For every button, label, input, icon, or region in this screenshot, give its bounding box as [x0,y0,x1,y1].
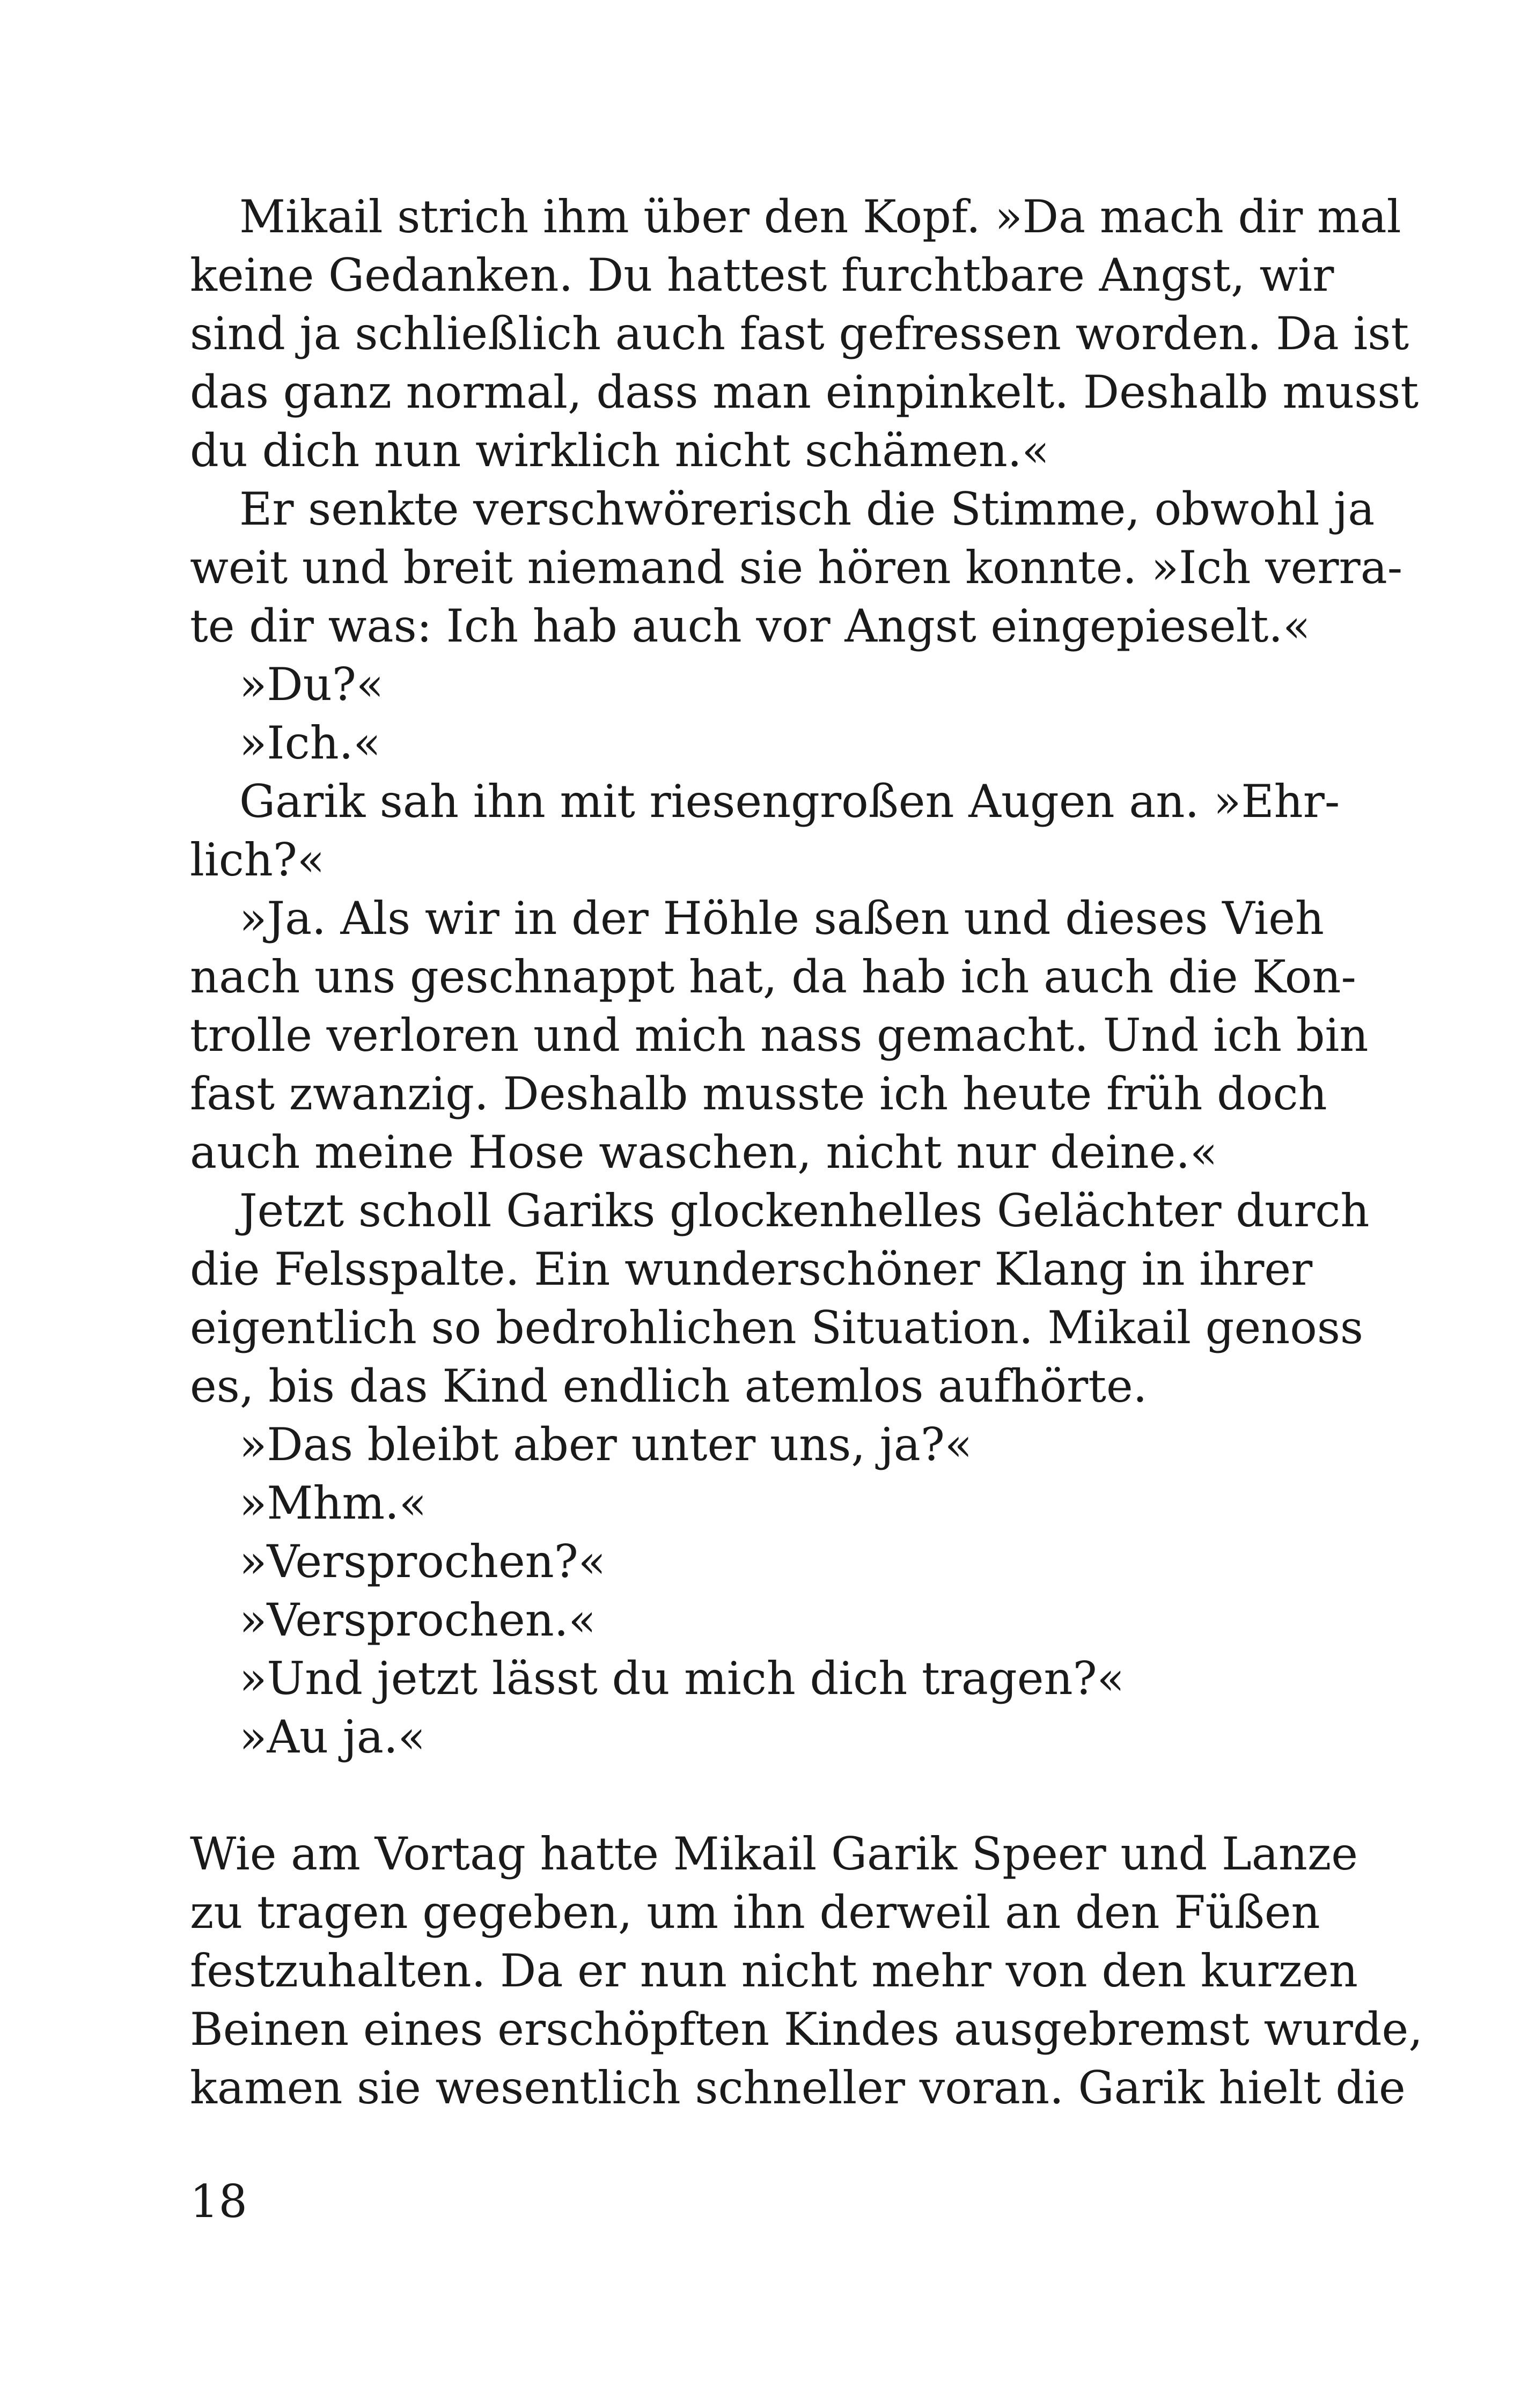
text-line: »Und jetzt lässt du mich dich tragen?« [239,1652,1125,1705]
text-line: kamen sie wesentlich schneller voran. Garik hielt die [190,2061,1406,2114]
text-line: keine Gedanken. Du hattest furchtbare Angst, wir [190,249,1334,301]
text-line: Jetzt scholl Gariks glockenhelles Gelächter durch [239,1184,1370,1237]
text-line: te dir was: Ich hab auch vor Angst eingepieselt.« [190,600,1311,652]
text-line: »Versprochen?« [239,1535,606,1588]
text-line: weit und breit niemand sie hören konnte. »Ich verra- [190,541,1403,594]
text-line: auch meine Hose waschen, nicht nur deine.« [190,1126,1218,1179]
text-line: Er senkte verschwörerisch die Stimme, obwohl ja [239,483,1375,535]
text-line: »Versprochen.« [239,1594,596,1646]
text-line: »Du?« [239,658,384,711]
text-line: »Ich.« [239,717,381,769]
text-line: lich?« [190,834,325,886]
text-line: »Ja. Als wir in der Höhle saßen und dieses Vieh [239,892,1325,945]
section-break [190,1766,1279,1825]
text-line: »Das bleibt aber unter uns, ja?« [239,1418,973,1471]
text-line: eigentlich so bedrohlichen Situation. Mikail genoss [190,1301,1364,1354]
page-number: 18 [190,2175,247,2228]
text-line: die Felsspalte. Ein wunderschöner Klang in ihrer [190,1243,1313,1295]
text-line: du dich nun wirklich nicht schämen.« [190,424,1049,477]
text-line: Mikail strich ihm über den Kopf. »Da mach dir mal [239,190,1401,243]
text-line: »Au ja.« [239,1711,426,1763]
text-line: Garik sah ihn mit riesengroßen Augen an. »Ehr- [239,775,1340,828]
text-line: trolle verloren und mich nass gemacht. Und ich bin [190,1009,1369,1062]
text-line: zu tragen gegeben, um ihn derweil an den Füßen [190,1886,1320,1939]
text-line: es, bis das Kind endlich atemlos aufhörte. [190,1360,1148,1412]
text-line: Beinen eines erschöpften Kindes ausgebremst wurde, [190,2003,1423,2056]
text-line: »Mhm.« [239,1477,427,1529]
text-line: Wie am Vortag hatte Mikail Garik Speer und Lanze [190,1828,1358,1880]
page-body [190,188,1423,2117]
text-line: festzuhalten. Da er nun nicht mehr von den kurzen [190,1945,1358,1997]
text-line: das ganz normal, dass man einpinkelt. Deshalb musst [190,366,1419,418]
text-line: sind ja schließlich auch fast gefressen worden. Da ist [190,307,1409,360]
text-line: nach uns geschnappt hat, da hab ich auch die Kon- [190,951,1356,1003]
text-line: fast zwanzig. Deshalb musste ich heute früh doch [190,1067,1327,1120]
